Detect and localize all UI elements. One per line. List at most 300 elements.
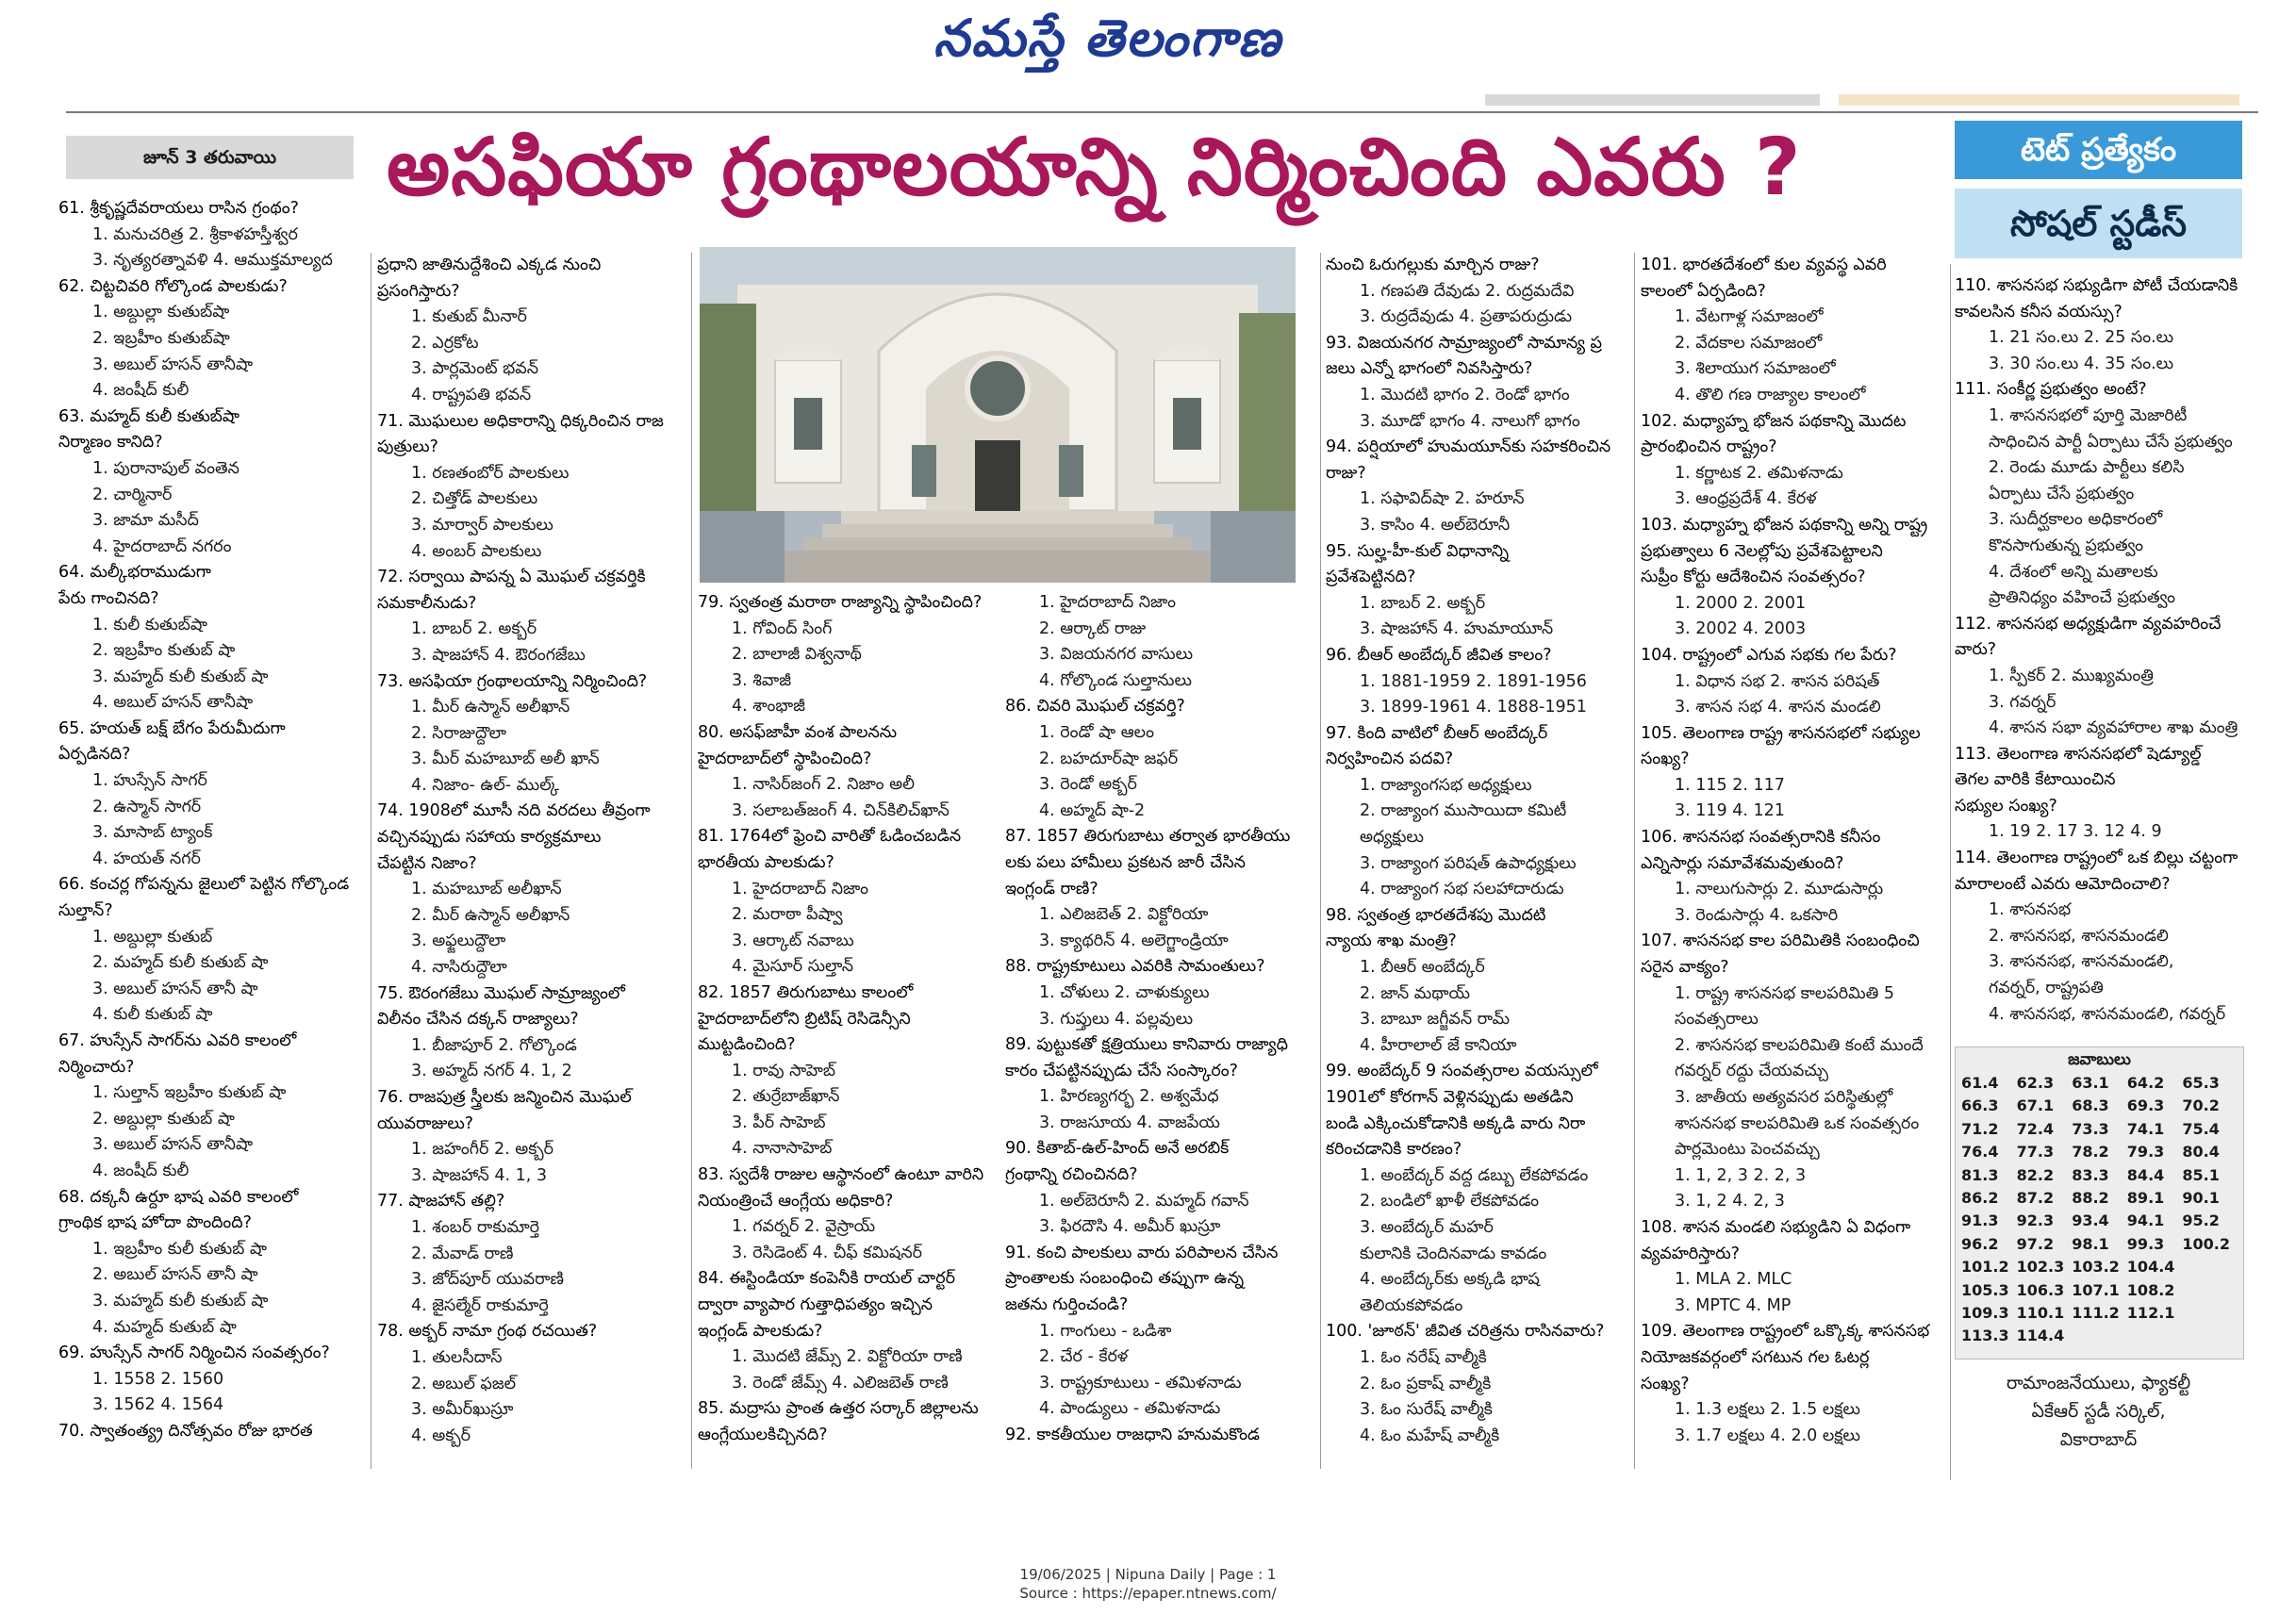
answer-cell: 94.1 [2126,1211,2165,1230]
option-line: 1. జహంగీర్ 2. అక్బర్ [411,1140,553,1160]
option-line: 4. శాసనసభ, శాసనమండలి, గవర్నర్ [1989,1004,2226,1024]
option-line: 1. హైదరాబాద్ నిజాం [732,879,869,898]
option-line: 1. నాలుగుసార్లు 2. మూడుసార్లు [1675,880,1884,899]
answer-cell: 87.2 [2016,1189,2055,1208]
answer-cell: 78.2 [2072,1143,2109,1162]
question-line: 85. మద్రాసు ప్రాంత ఉత్తర సర్కార్ జిల్లాలను [698,1399,979,1419]
column-divider [371,253,372,1469]
answer-cell: 73.3 [2072,1119,2109,1138]
question-line: ప్రారంభించిన రాష్ట్రం? [1641,437,1777,457]
option-line: 2. సిరాజుద్దౌలా [411,723,506,743]
answer-cell: 108.2 [2126,1280,2175,1299]
option-line: 1. అబ్దుల్లా కుతుబ్‌షా [92,303,230,322]
option-line: 4. హయత్ నగర్ [92,849,201,868]
option-line: 2. రెండు మూడు పార్టీలు కలిసి [1989,458,2185,478]
question-line: 86. చివరి మొఘల్ చక్రవర్తి? [1005,697,1185,717]
library-building-photo [700,247,1296,583]
answer-cell: 109.3 [1961,1304,2009,1323]
option-line: 1. సుల్తాన్ ఇబ్రహీం కుతుబ్ షా [92,1083,287,1103]
answer-cell: 97.2 [2016,1234,2055,1253]
option-line: 1. గోవింద్ సింగ్ [732,618,833,638]
option-line: 4. అక్బర్ [411,1425,471,1445]
questions-column-6 [1641,253,1947,1469]
answer-cell: 92.3 [2016,1211,2055,1230]
question-line: తెగల వారికి కేటాయించిన [1955,770,2116,790]
question-line: 90. కితాబ్-ఉల్-హింద్ అనే అరబిక్ [1005,1139,1230,1159]
question-line: 71. మొఘలుల అధికారాన్ని ధిక్కరించిన రాజ [377,411,664,431]
option-line: 1. ఇబ్రహీం కులీ కుతుబ్ షా [92,1239,267,1259]
question-line: సభ్యుల సంఖ్య? [1955,796,2057,816]
answer-cell: 64.2 [2126,1074,2165,1092]
question-line: 110. శాసనసభ సభ్యుడిగా పోటీ చేయడానికి [1955,276,2238,295]
option-line: 3. శిలాయుగ సమాజంలో [1675,359,1836,379]
option-line: 2. తుర్రేబాజ్‌ఖాన్ [732,1087,840,1107]
question-line: 92. కాకతీయుల రాజధాని హనుమకొండ [1005,1425,1260,1444]
question-line: 94. పర్షియాలో హుమయూన్‌కు సహకరించిన [1326,437,1611,457]
question-line: పేరు గాంచినది? [58,588,159,608]
option-line: 1. చోళులు 2. చాళుక్యులు [1039,982,1210,1002]
option-line: 1. నాసిర్‌జంగ్ 2. నిజాం అలీ [732,775,915,795]
option-line: 4. జంషీద్ కులీ [92,381,190,401]
option-line: 4. జైసల్మేర్ రాకుమార్తె [411,1295,549,1315]
option-line: 1. అంబేద్కర్ వద్ద డబ్బు లేకపోవడం [1360,1165,1589,1185]
question-line: 101. భారతదేశంలో కుల వ్యవస్థ ఎవరి [1641,255,1887,274]
option-line: 2. బహదూర్‌షా జఫర్ [1039,749,1179,768]
answer-cell: 85.1 [2182,1165,2220,1184]
option-line: 3. శాసనసభ, శాసనమండలి, [1989,952,2174,972]
question-line: 69. హుస్సేన్ సాగర్ నిర్మించిన సంవత్సరం? [58,1343,330,1363]
answer-cell: 86.2 [1961,1189,1999,1208]
option-line: 1. శంబర్ రాకుమార్తె [411,1217,540,1237]
question-line: 99. అంబేద్కర్ 9 సంవత్సరాల వయస్సులో [1326,1062,1598,1081]
option-line: 1. హిరణ్యగర్భ 2. అశ్వమేధ [1039,1087,1219,1107]
question-line: చేపట్టిన నిజాం? [377,853,477,873]
answer-cell: 102.3 [2016,1258,2065,1277]
question-line: 82. 1857 తిరుగుబాటు కాలంలో [698,982,914,1002]
question-line: నుంచి ఓరుగల్లుకు మార్చిన రాజు? [1326,255,1540,274]
question-line: 72. సర్వాయి పాపన్న ఏ మొఘల్ చక్రవర్తికి [377,568,646,587]
option-line: 2. చేర - కేరళ [1039,1347,1129,1367]
question-line: 104. రాష్ట్రంలో ఎగువ సభకు గల పేరు? [1641,645,1897,665]
questions-column-5 [1326,253,1627,1469]
answer-cell: 98.1 [2072,1234,2109,1253]
option-line: 1. కుతుబ్ మీనార్ [411,307,527,327]
answer-cell: 100.2 [2182,1234,2230,1253]
option-line: 1. గాంగులు - ఒడిశా [1039,1321,1172,1341]
answer-cell: 101.2 [1961,1258,2009,1277]
answer-cell: 80.4 [2182,1143,2220,1162]
answer-key-grid [1956,1072,2243,1348]
option-line: 3. అబుల్ హసన్ తానీషా [92,354,253,374]
question-line: హైదరాబాద్‌లో స్థాపించింది? [698,749,872,768]
question-line: 73. అసఫియా గ్రంథాలయాన్ని నిర్మించింది? [377,671,648,691]
answer-cell [2182,1325,2238,1347]
masthead-title: నమస్తే తెలంగాణ [933,8,1282,68]
answer-cell: 104.4 [2126,1258,2175,1277]
answer-cell: 89.1 [2126,1189,2165,1208]
question-line: ఇంగ్లండ్ పాలకుడు? [698,1321,823,1341]
answer-cell: 88.2 [2072,1189,2109,1208]
question-line: ఇంగ్లండ్ రాణి? [1005,879,1098,898]
option-line: 2. మేవాడ్ రాణి [411,1244,514,1263]
masthead-strip-right [1839,94,2239,106]
question-line: 108. శాసన మండలి సభ్యుడిని ఏ విధంగా [1641,1217,1911,1237]
answer-cell: 81.3 [1961,1165,1999,1184]
option-line: 2. ఓం ప్రకాష్ వాల్మీకి [1360,1374,1492,1393]
question-line: 78. అక్బర్ నామా గ్రంథ రచయిత? [377,1322,598,1342]
answer-cell: 61.4 [1961,1074,1999,1092]
option-line: 3. విజయనగర వాసులు [1039,645,1194,665]
answer-cell: 69.3 [2126,1096,2165,1115]
option-line: 4. కులీ కుతుబ్ షా [92,1005,213,1025]
answer-cell: 66.3 [1961,1096,1999,1115]
option-line: 4. దేశంలో అన్ని మతాలకు [1989,562,2158,582]
question-line: ద్వారా వ్యాపార గుత్తాధిపత్యం ఇచ్చిన [698,1295,933,1315]
author-credit [1955,1369,2242,1454]
question-line: భారతీయ పాలకుడు? [698,852,834,872]
option-line: 4. మహ్మద్ కుతుబ్ షా [92,1317,237,1337]
question-line: 103. మధ్యాహ్న భోజన పథకాన్ని అన్ని రాష్ట్ర [1641,515,1928,535]
option-line: 3. జాతీయ అత్యవసర పరిస్థితుల్లో [1675,1088,1893,1107]
option-line: 3. రాజసూయ 4. వాజపేయ [1039,1112,1220,1132]
question-line: సరైన వాక్యం? [1641,958,1729,978]
question-line: 76. రాజపుత్ర స్త్రీలకు జన్మించిన మొఘల్ [377,1088,632,1107]
option-line: 1. సఫావిద్‌షా 2. హరూన్ [1360,489,1525,509]
option-line: 4. రాష్ట్రపతి భవన్ [411,385,532,404]
question-line: నిర్మించారు? [58,1057,135,1077]
option-line: 3. నృత్యరత్నావళి 4. ఆముక్తమాల్యద [92,251,333,271]
option-line: 1. రణతంబోర్ పాలకులు [411,463,570,483]
option-line: 3. బాబూ జగ్జీవన్ రామ్ [1360,1010,1510,1030]
answer-cell: 63.1 [2072,1074,2109,1092]
question-line: నిర్మాణం కానిది? [58,433,163,453]
option-line: 1. 1, 2, 3 2. 2, 3 [1675,1165,1807,1185]
answer-cell [2182,1256,2238,1278]
option-line: 3. రెండో అక్బర్ [1039,775,1137,795]
question-line: సుల్తాన్? [58,901,113,921]
answer-cell: 111.2 [2072,1304,2120,1323]
question-line: 61. శ్రీకృష్ణదేవరాయలు రాసిన గ్రంథం? [58,199,299,218]
option-line: 3. అఫ్జలుద్దౌలా [411,931,506,951]
answer-cell: 113.3 [1961,1327,2009,1345]
option-line: 3. ఫిరదౌసి 4. అమీర్ ఖుస్రూ [1039,1217,1221,1237]
question-line: కాలంలో ఏర్పడింది? [1641,281,1766,301]
option-line: 3. రెసిడెంట్ 4. చీఫ్ కమిషనర్ [732,1243,923,1262]
question-line: వారు? [1955,640,1997,660]
option-line: 3. రాజ్యాంగ పరిషత్ ఉపాధ్యక్షులు [1360,853,1577,873]
option-line: 1. మనుచరిత్ర 2. శ్రీకాళహస్తీశ్వర [92,224,298,244]
option-line: 1. MLA 2. MLC [1675,1270,1792,1290]
building-illustration [700,247,1296,583]
question-line: 107. శాసనసభ కాల పరిమితికి సంబంధించి [1641,931,1920,951]
masthead-rule [66,111,2258,113]
question-line: 95. సుల్హ-హీ-కుల్ విధానాన్ని [1326,541,1510,561]
option-line: 1. విధాన సభ 2. శాసన పరిషత్ [1675,671,1880,691]
option-line: 3. 30 సం.లు 4. 35 సం.లు [1989,354,2174,373]
question-line: నియంత్రించే ఆంగ్లేయ అధికారి? [698,1191,894,1211]
option-line: గవర్నర్, రాష్ట్రపతి [1989,979,2104,998]
masthead-strip-left [1485,94,1820,106]
tet-special-label: టెట్ ప్రత్యేకం [1955,121,2242,179]
option-line: 1. మొదటి భాగం 2. రెండో భాగం [1360,385,1570,404]
option-line: 4. అంబేద్కర్‌కు అక్కడి భాష [1360,1270,1540,1290]
question-line: గ్రాంథిక భాష హోదా పొందింది? [58,1213,252,1233]
question-line: న్యాయ శాఖ మంత్రి? [1326,931,1457,951]
option-line: 1. కర్ణాటక 2. తమిళనాడు [1675,463,1843,483]
question-line: లకు పలు హామీలు ప్రకటన జారీ చేసిన [1005,852,1246,872]
option-line: 1. గవర్నర్ 2. వైస్రాయ్ [732,1217,876,1237]
option-line: 3. 119 4. 121 [1675,801,1785,821]
option-line: 4. తొలి గణ రాజ్యాల కాలంలో [1675,385,1866,404]
answer-cell: 79.3 [2126,1143,2165,1162]
answer-cell: 68.3 [2072,1096,2109,1115]
option-line: 1. 21 సం.లు 2. 25 సం.లు [1989,328,2174,348]
option-line: 3. 1.7 లక్షలు 4. 2.0 లక్షలు [1675,1425,1860,1445]
option-line: 1. 19 2. 17 3. 12 4. 9 [1989,822,2162,842]
column-divider [1320,253,1321,1469]
question-line: సంఖ్య? [1641,750,1690,769]
option-line: 3. అబుల్ హసన్ తానీ షా [92,979,258,998]
question-line: 83. స్వదేశీ రాజుల ఆస్థానంలో ఉంటూ వారిని [698,1165,984,1185]
question-line: 65. హయత్ బక్ష్ బేగం పేరుమీదుగా [58,718,286,738]
question-line: మారాలంటే ఎవరు ఆమోదించాలి? [1955,874,2171,894]
option-line: 3. అంబేద్కర్ మహర్ [1360,1217,1494,1237]
option-line: 4. అబుల్ హసన్ తానీషా [92,693,253,713]
answer-cell: 71.2 [1961,1119,1999,1138]
option-line: 1. శాసనసభలో పూర్తి మెజారిటీ [1989,405,2188,425]
answer-cell [2182,1279,2238,1302]
option-line: 4. జంషీద్ కులీ [92,1161,190,1180]
question-line: కరించడానికి కారణం? [1326,1140,1462,1160]
subject-label: సోషల్ స్టడీస్ [1955,189,2242,258]
question-line: వచ్చినప్పుడు సహాయ కార్యక్రమాలు [377,828,602,848]
option-line: 3. 1, 2 4. 2, 3 [1675,1192,1785,1211]
answer-cell: 112.1 [2126,1304,2175,1323]
option-line: 1. మీర్ ఉస్మాన్ అలీఖాన్ [411,698,570,717]
answer-cell: 84.4 [2126,1165,2165,1184]
answer-cell: 96.2 [1961,1234,1999,1253]
option-line: 2. శాసనసభ కాలపరిమితి కంటే ముందే [1675,1035,1924,1055]
option-line: 1. బాబర్ 2. అక్బర్ [411,619,537,639]
answer-cell: 105.3 [1961,1280,2009,1299]
option-line: 3. మూడో భాగం 4. నాలుగో భాగం [1360,411,1580,431]
answer-cell [2182,1302,2238,1325]
question-line: 113. తెలంగాణ శాసనసభలో షెడ్యూల్డ్ [1955,744,2202,764]
option-line: 1. వేటగాళ్ల సమాజంలో [1675,307,1824,327]
option-line: 4. అహ్మద్ షా-2 [1039,800,1146,820]
option-line: 2. చార్మినార్ [92,485,173,504]
option-line: 4. నిజాం- ఉల్- ముల్క్ [411,775,559,795]
option-line: 2. వేదకాల సమాజంలో [1675,333,1823,353]
question-line: 91. కంచి పాలకులు వారు పరిపాలన చేసిన [1005,1243,1279,1262]
question-line: ప్రసంగిస్తారు? [377,281,460,301]
answer-cell: 95.2 [2182,1211,2220,1230]
question-line: యువరాజులు? [377,1113,474,1133]
option-line: 2. అబుల్ ఫజల్ [411,1374,517,1393]
questions-column-1 [58,196,360,1469]
question-line: 112. శాసనసభ అధ్యక్షుడిగా వ్యవహరించే [1955,614,2222,634]
page-footer [0,1565,2296,1603]
option-line: 3. సలాబత్‌జంగ్ 4. చిన్‌కిలిచ్‌ఖాన్ [732,800,950,820]
option-line: 1. రాజ్యాంగసభ అధ్యక్షులు [1360,775,1532,795]
option-line: 3. సుదీర్ఘకాలం అధికారంలో [1989,510,2163,530]
question-line: 98. స్వతంత్ర భారతదేశపు మొదటి [1326,905,1546,925]
answer-cell: 106.3 [2016,1280,2065,1299]
option-line: 2. జాన్ మథాయ్ [1360,983,1471,1003]
option-line: 3. శివాజీ [732,670,792,690]
option-line: 3. రుద్రదేవుడు 4. ప్రతాపరుద్రుడు [1360,307,1573,327]
option-line: 4. హీరాలాల్ జే కానియా [1360,1035,1517,1055]
option-line: 1. రెండో షా ఆలం [1039,722,1154,742]
question-line: 64. మల్కీభరాముడుగా [58,563,211,583]
question-line: 87. 1857 తిరుగుబాటు తర్వాత భారతీయు [1005,827,1291,847]
masthead [0,0,2296,113]
footer-source-line: Source : https://epaper.ntnews.com/ [1019,1585,1277,1602]
question-line: ప్రధాని జాతినుద్దేశించి ఎక్కడ నుంచి [377,255,602,274]
option-line: 4. గోల్కొండ సుల్తానులు [1039,670,1192,690]
option-line: 3. గుప్తులు 4. పల్లవులు [1039,1009,1194,1029]
answer-cell [2127,1325,2183,1347]
answer-cell: 62.3 [2016,1074,2055,1092]
question-line: 111. సంకీర్ణ ప్రభుత్వం అంటే? [1955,380,2147,400]
question-line: ముట్టడించింది? [698,1035,796,1055]
question-line: 75. ఔరంగజేబు మొఘల్ సామ్రాజ్యంలో [377,983,625,1003]
option-line: 3. పీర్ సాహెబ్ [732,1112,826,1132]
question-line: జలు ఎన్నో భాగంలో నివసిస్తారు? [1326,359,1533,379]
question-line: కారం చేపట్టినప్పుడు చేసే సంస్కారం? [1005,1061,1238,1080]
option-line: 4. ఓం మహేష్ వాల్మీకి [1360,1425,1500,1445]
question-line: 89. పుట్టుకతో క్షత్రియులు కానివారు రాజ్యాధి [1005,1035,1288,1055]
option-line: 1. 1.3 లక్షలు 2. 1.5 లక్షలు [1675,1400,1860,1420]
credit-line-2: ఏకేఆర్ స్టడీ సర్కిల్, [2031,1401,2166,1422]
column-divider [1634,253,1635,1469]
option-line: 1. అల్‌బెరూనీ 2. మహ్మద్ గవాన్ [1039,1191,1249,1211]
answer-cell: 74.1 [2126,1119,2165,1138]
question-line: 70. స్వాతంత్య్ర దినోత్సవం రోజు భారత [58,1421,313,1441]
option-line: 1. మొదటి జేమ్స్ 2. విక్టోరియా రాణి [732,1347,963,1367]
option-line: సాధించిన పార్టీ ఏర్పాటు చేసే ప్రభుత్వం [1989,432,2233,452]
question-line: హైదరాబాద్‌లోని బ్రిటిష్ రెసిడెన్సీని [698,1009,911,1029]
answer-cell: 82.2 [2016,1165,2055,1184]
option-line: 3. మహ్మద్ కులీ కుతుబ్ షా [92,1291,269,1310]
option-line: 2. ఇబ్రహీం కుతుబ్ షా [92,641,236,661]
question-line: 1901లో కోరగాన్ వెళ్లినప్పుడు అతడిని [1326,1088,1574,1107]
option-line: 2. మీర్ ఉస్మాన్ అలీఖాన్ [411,905,570,925]
question-line: 97. కింది వాటిలో బీఆర్ అంబేద్కర్ [1326,723,1548,743]
answer-cell: 76.4 [1961,1143,1999,1162]
option-line: 3. మీర్ మహబూబ్ అలీ ఖాన్ [411,750,600,769]
option-line: 1. ఓం నరేష్ వాల్మీకి [1360,1347,1487,1367]
option-line: 4. హైదరాబాద్ నగరం [92,536,232,556]
option-line: 1. 115 2. 117 [1675,775,1785,795]
option-line: 1. తులసీదాస్ [411,1347,503,1367]
option-line: 1. కులీ కుతుబ్‌షా [92,615,207,634]
credit-line-1: రామాంజనేయులు, ఫ్యాకల్టీ [2006,1373,2191,1393]
question-line: 100. 'జూఠన్' జీవిత చరిత్రను రాసినవారు? [1326,1322,1605,1342]
answer-cell: 65.3 [2182,1074,2220,1092]
option-line: 3. రెండుసార్లు 4. ఒకసారి [1675,905,1839,925]
option-line: 2. బండిలో ఖాళీ లేకపోవడం [1360,1192,1540,1211]
question-line: 109. తెలంగాణ రాష్ట్రంలో ఒక్కొక్క శాసనసభ [1641,1322,1930,1342]
option-line: 4. మైసూర్ సుల్తాన్ [732,957,854,977]
option-line: 2. ఇబ్రహీం కుతుబ్‌షా [92,328,230,348]
option-line: 1. 1881-1959 2. 1891-1956 [1360,671,1587,691]
option-line: 3. గవర్నర్ [1989,692,2056,712]
questions-column-4 [1005,590,1313,1467]
option-line: 3. మహ్మద్ కులీ కుతుబ్ షా [92,667,269,686]
question-line: 93. విజయనగర సామ్రాజ్యంలో సామాన్య ప్ర [1326,333,1602,353]
question-line: ప్రభుత్వాలు 6 నెలల్లోపు ప్రవేశపెట్టాలని [1641,541,1883,561]
option-line: 1. హుస్సేన్ సాగర్ [92,771,207,791]
option-line: 3. షాజహాన్ 4. ఔరంగజేబు [411,645,586,665]
option-line: 1. రాష్ట్ర శాసనసభ కాలపరిమితి 5 [1675,983,1894,1003]
option-line: 3. 1562 4. 1564 [92,1395,224,1415]
option-line: 1. 2000 2. 2001 [1675,593,1807,613]
question-line: సమకాలీనుడు? [377,593,477,613]
option-line: శాసనసభ కాలపరిమితి ఒక సంవత్సరం [1675,1113,1920,1133]
question-line: బండి ఎక్కించుకోడానికి అక్కడి వారు నిరా [1326,1113,1586,1133]
option-line: కొనసాగుతున్న ప్రభుత్వం [1989,536,2144,555]
question-line: 68. దక్కనీ ఉర్దూ భాష ఎవరి కాలంలో [58,1187,299,1207]
question-line: నియోజకవర్గంలో సగటున గల ఓటర్ల [1641,1347,1870,1367]
question-line: 88. రాష్ట్రకూటులు ఎవరికి సామంతులు? [1005,957,1265,977]
option-line: 2. శాసనసభ, శాసనమండలి [1989,926,2169,946]
option-line: 2. అబ్దుల్లా కుతుబ్ షా [92,1109,235,1129]
answer-cell: 67.1 [2016,1096,2055,1115]
question-line: 96. బీఆర్ అంబేద్కర్ జీవిత కాలం? [1326,645,1552,665]
question-line: 81. 1764లో ఫ్రెంచి వారితో ఓడించబడిన [698,827,962,847]
answer-key-heading: జవాబులు [2068,1050,2131,1069]
option-line: 2. బాలాజీ విశ్వనాథ్ [732,645,862,665]
option-line: 3. అబుల్ హసన్ తానీషా [92,1135,253,1155]
option-line: 1. బీజాపూర్ 2. గోల్కొండ [411,1035,577,1055]
option-line: 1. బీఆర్ అంబేద్కర్ [1360,958,1485,978]
option-line: కులానికి చెందినవాడు కావడం [1360,1244,1547,1263]
answer-cell: 77.3 [2016,1143,2055,1162]
option-line: 2. ఎర్రకోట [411,333,479,353]
question-line: 77. షాజహాన్ తల్లి? [377,1192,505,1211]
answer-cell: 70.2 [2182,1096,2220,1115]
option-line: 3. మాసాబ్ ట్యాంక్ [92,823,213,843]
question-line: సుప్రీం కోర్టు ఆదేశించిన సంవత్సరం? [1641,568,1866,587]
questions-column-3 [698,590,1001,1467]
option-line: 3. 1899-1961 4. 1888-1951 [1360,698,1587,717]
question-line: 80. అసఫ్‌జాహీ వంశ పాలనను [698,722,898,742]
option-line: 4. రాజ్యాంగ సభ సలహాదారుడు [1360,880,1564,899]
question-line: ఏర్పడినది? [58,745,131,765]
question-line: విలీనం చేసిన దక్కన్ రాజ్యాలు? [377,1010,579,1030]
question-line: వ్యవహరిస్తారు? [1641,1244,1740,1263]
questions-column-7 [1955,273,2249,1037]
question-line: రాజు? [1326,463,1366,483]
option-line: సంవత్సరాలు [1675,1010,1759,1030]
question-line: కావలసిన కనీస వయస్సు? [1955,302,2123,321]
question-line: 74. 1908లో మూసీ నది వరదలు తీవ్రంగా [377,801,651,821]
answer-cell: 90.1 [2182,1189,2220,1208]
option-line: పార్లమెంటు పెంచవచ్చు [1675,1140,1820,1160]
answer-cell: 83.3 [2072,1165,2109,1184]
column-divider [691,253,692,1469]
question-line: 105. తెలంగాణ రాష్ట్ర శాసనసభలో సభ్యుల [1641,723,1921,743]
option-line: 1. శాసనసభ [1989,900,2072,920]
page-headline: అసఫియా గ్రంథాలయాన్ని నిర్మించింది ఎవరు ? [387,121,1802,213]
answer-cell: 93.4 [2072,1211,2109,1230]
option-line: 3. ఆర్కాట్ నవాబు [732,931,854,950]
question-line: గ్రంథాన్ని రచించినది? [1005,1165,1138,1185]
question-line: 66. కంచర్ల గోపన్నను జైలులో పెట్టిన గోల్కొండ [58,875,350,895]
option-line: 1. మహబూబ్ అలీఖాన్ [411,880,562,899]
option-line: 4. పాండ్యులు - తమిళనాడు [1039,1399,1221,1419]
